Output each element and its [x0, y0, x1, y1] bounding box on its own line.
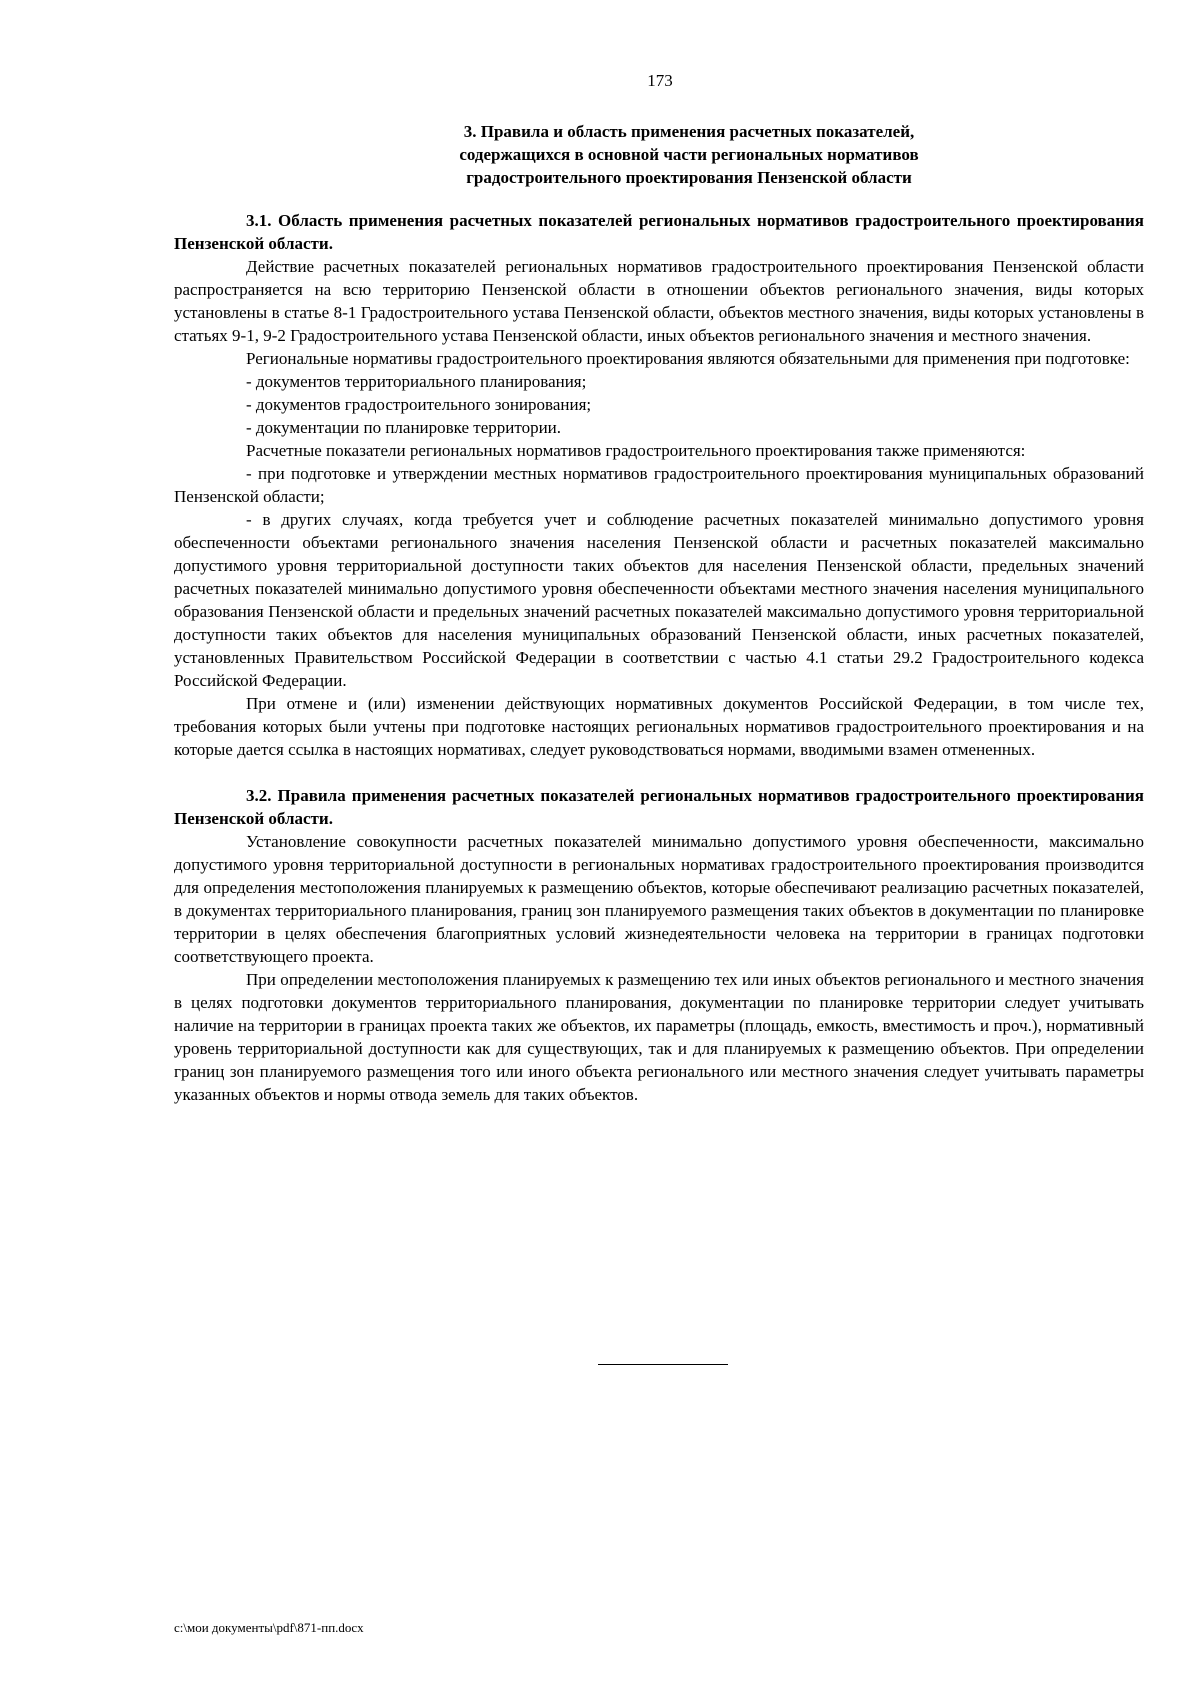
section-2-heading: 3.2. Правила применения расчетных показателей региональных нормативов градостроительного проектирования Пензенской области.: [174, 786, 1144, 828]
list-item: - документов территориального планирования;: [246, 372, 587, 391]
list-item: - документов градостроительного зонирования;: [246, 395, 592, 414]
footer-file-path: c:\мои документы\pdf\871-пп.docx: [174, 1620, 364, 1635]
list-item: - документации по планировке территории.: [246, 418, 562, 437]
document-body: [174, 120, 1144, 1106]
paragraph: Установление совокупности расчетных показателей минимально допустимого уровня обеспеченности, максимально допустимого уровня территориальной доступности в региональных нормативах градостроительного проектирования производится для определения местоположения планируемых к размещению объектов, которые обеспечивают реализацию расчетных показателей, в документах территориального планирования, границ зон планируемого размещения таких объектов в документации по планировке территории в целях обеспечения благоприятных условий жизнедеятельности человека на территории в границах подготовки соответствующего проекта.: [174, 832, 1144, 966]
end-divider-line: [598, 1364, 728, 1365]
paragraph: При отмене и (или) изменении действующих нормативных документов Российской Федерации, в том числе тех, требования которых были учтены при подготовке настоящих региональных нормативов градостроительного проектирования и на которые дается ссылка в настоящих нормативах, следует руководствоваться нормами, вводимыми взамен отмененных.: [174, 694, 1144, 759]
section-spacer: [174, 761, 1144, 784]
section-1-heading: 3.1. Область применения расчетных показателей региональных нормативов градостроительного проектирования Пензенской области.: [174, 211, 1144, 253]
paragraph: Региональные нормативы градостроительного проектирования являются обязательными для применения при подготовке:: [246, 349, 1130, 368]
paragraph: - при подготовке и утверждении местных нормативов градостроительного проектирования муниципальных образований Пензенской области;: [174, 464, 1144, 506]
title-line: содержащихся в основной части региональных нормативов: [459, 145, 919, 164]
paragraph: При определении местоположения планируемых к размещению тех или иных объектов регионального и местного значения в целях подготовки документов территориального планирования, документации по планировке территории следует учитывать наличие на территории в границах проекта таких же объектов, их параметры (площадь, емкость, вместимость и проч.), нормативный уровень территориальной доступности как для существующих, так и для планируемых к размещению объектов. При определении границ зон планируемого размещения того или иного объекта регионального или местного значения следует учитывать параметры указанных объектов и нормы отвода земель для таких объектов.: [174, 970, 1144, 1104]
paragraph: Расчетные показатели региональных нормативов градостроительного проектирования также применяются:: [246, 441, 1026, 460]
title-line: 3. Правила и область применения расчетных показателей,: [463, 122, 915, 141]
document-title: [174, 120, 1144, 189]
paragraph: Действие расчетных показателей региональных нормативов градостроительного проектирования Пензенской области распространяется на всю территорию Пензенской области в отношении объектов регионального значения, виды которых установлены в статье 8-1 Градостроительного устава Пензенской области, объектов местного значения, виды которых установлены в статьях 9-1, 9-2 Градостроительного устава Пензенской области, иных объектов регионального значения и местного значения.: [174, 257, 1144, 345]
paragraph: - в других случаях, когда требуется учет и соблюдение расчетных показателей минимально допустимого уровня обеспеченности объектами регионального значения населения Пензенской области и расчетных показателей максимально допустимого уровня территориальной доступности таких объектов для населения Пензенской области, предельных значений расчетных показателей минимально допустимого уровня обеспеченности объектами местного значения населения муниципального образования Пензенской области и предельных значений расчетных показателей максимально допустимого уровня территориальной доступности таких объектов для населения муниципальных образований Пензенской области, иных расчетных показателей, установленных Правительством Российской Федерации в соответствии с частью 4.1 статьи 29.2 Градостроительного кодекса Российской Федерации.: [174, 510, 1144, 690]
title-line: градостроительного проектирования Пензенской области: [466, 168, 912, 187]
page-number: 173: [647, 71, 673, 90]
